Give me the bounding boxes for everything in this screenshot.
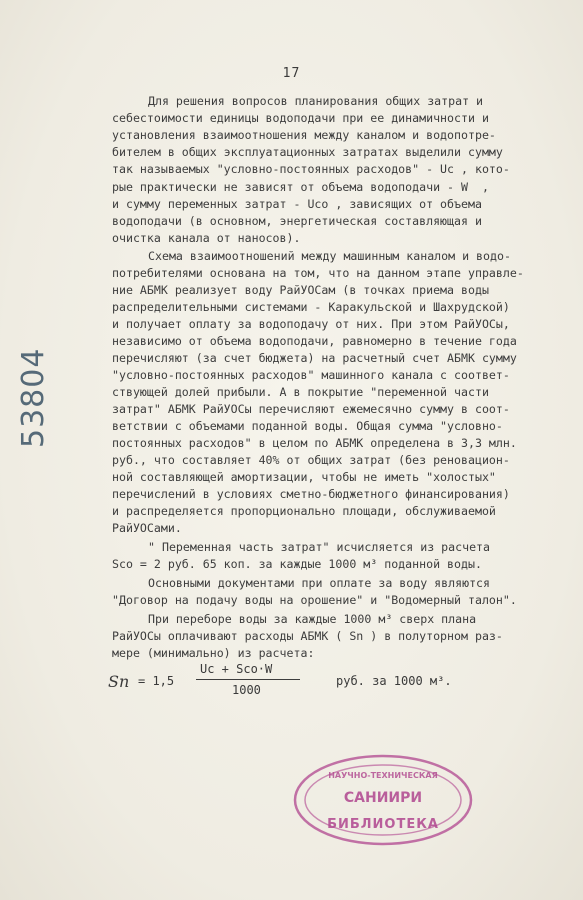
- text-line: ствующей долей прибыли. А в покрытие "переменной части: [112, 385, 489, 399]
- text-line: независимо от объема водоподачи, равномерно в течение года: [112, 334, 517, 348]
- text-line: перечисляют (за счет бюджета) на расчетный счет АБМК сумму: [112, 351, 517, 365]
- text-line: распределительными системами - Каракульской и Шахрудской): [112, 300, 510, 314]
- page-number: 17: [282, 66, 301, 81]
- text-line: ветствии с объемами поданной воды. Общая сумма "условно-: [112, 419, 503, 433]
- text-line: " Переменная часть затрат" исчисляется из расчета: [148, 540, 491, 554]
- formula-unit: руб. за 1000 м³.: [336, 674, 452, 688]
- stamp-bottom-text: БИБЛИОТЕКА: [327, 817, 439, 832]
- formula-denominator: 1000: [232, 683, 261, 697]
- stamp-middle-text: САНИИРИ: [343, 790, 423, 806]
- text-line: постоянных расходов" в целом по АБМК определена в 3,3 млн.: [112, 436, 517, 450]
- stamp-graphic: [292, 752, 474, 848]
- text-line: рые практически не зависят от объема водоподачи - W ,: [112, 180, 489, 194]
- fraction-bar: [196, 679, 300, 680]
- inventory-number-text: 53804: [16, 347, 51, 448]
- text-line: Основными документами при оплате за воду являются: [148, 576, 491, 590]
- handwritten-inventory-number: [6, 348, 66, 448]
- text-line: очистка канала от наносов).: [112, 231, 301, 245]
- text-line: РайУОСами.: [112, 521, 182, 535]
- text-line: мере (минимально) из расчета:: [112, 646, 315, 660]
- text-line: водоподачи (в основном, энергетическая составляющая и: [112, 214, 482, 228]
- text-line: и получает оплату за водоподачу от них. При этом РайУОСы,: [112, 317, 510, 331]
- text-line: "Договор на подачу воды на орошение" и "Водомерный талон".: [112, 593, 517, 607]
- text-line: и сумму переменных затрат - Uco , зависящих от объема: [112, 197, 482, 211]
- text-line: ние АБМК реализует воду РайУОСам (в точках приема воды: [112, 283, 489, 297]
- text-line: так называемых "условно-постоянных расходов" - Uc , кото-: [112, 162, 510, 176]
- formula-coefficient: = 1,5: [138, 674, 175, 688]
- text-line: ной составляющей амортизации, чтобы не иметь "холостых": [112, 470, 496, 484]
- text-line: бителем в общих эксплуатационных затратах выделили сумму: [112, 145, 503, 159]
- stamp-top-text: НАУЧНО-ТЕХНИЧЕСКАЯ: [328, 771, 438, 780]
- text-line: Sco = 2 руб. 65 коп. за каждые 1000 м³ поданной воды.: [112, 557, 482, 571]
- text-line: перечислений в условиях сметно-бюджетного финансирования): [112, 487, 510, 501]
- formula-numerator: Uc + Sco·W: [200, 662, 273, 676]
- text-line: Схема взаимоотношений между машинным каналом и водо-: [148, 249, 511, 263]
- text-line: "условно-постоянных расходов" машинного канала с соответ-: [112, 368, 510, 382]
- library-stamp: [292, 752, 474, 848]
- text-line: затрат" АБМК РайУОСы перечисляют ежемесячно сумму в соот-: [112, 402, 510, 416]
- text-line: РайУОСы оплачивают расходы АБМК ( Sn ) в полуторном раз-: [112, 629, 503, 643]
- formula-lhs: Sn: [108, 672, 130, 691]
- text-line: установления взаимоотношения между каналом и водопотре-: [112, 128, 496, 142]
- text-line: и распределяется пропорционально площади, обслуживаемой: [112, 504, 496, 518]
- text-line: руб., что составляет 40% от общих затрат (без реновацион-: [112, 453, 510, 467]
- text-line: Для решения вопросов планирования общих затрат и: [148, 94, 484, 108]
- text-line: потребителями основана на том, что на данном этапе управле-: [112, 266, 524, 280]
- payment-formula: [108, 662, 452, 704]
- text-line: При переборе воды за каждые 1000 м³ сверх плана: [148, 612, 477, 626]
- text-line: себестоимости единицы водоподачи при ее динамичности и: [112, 111, 489, 125]
